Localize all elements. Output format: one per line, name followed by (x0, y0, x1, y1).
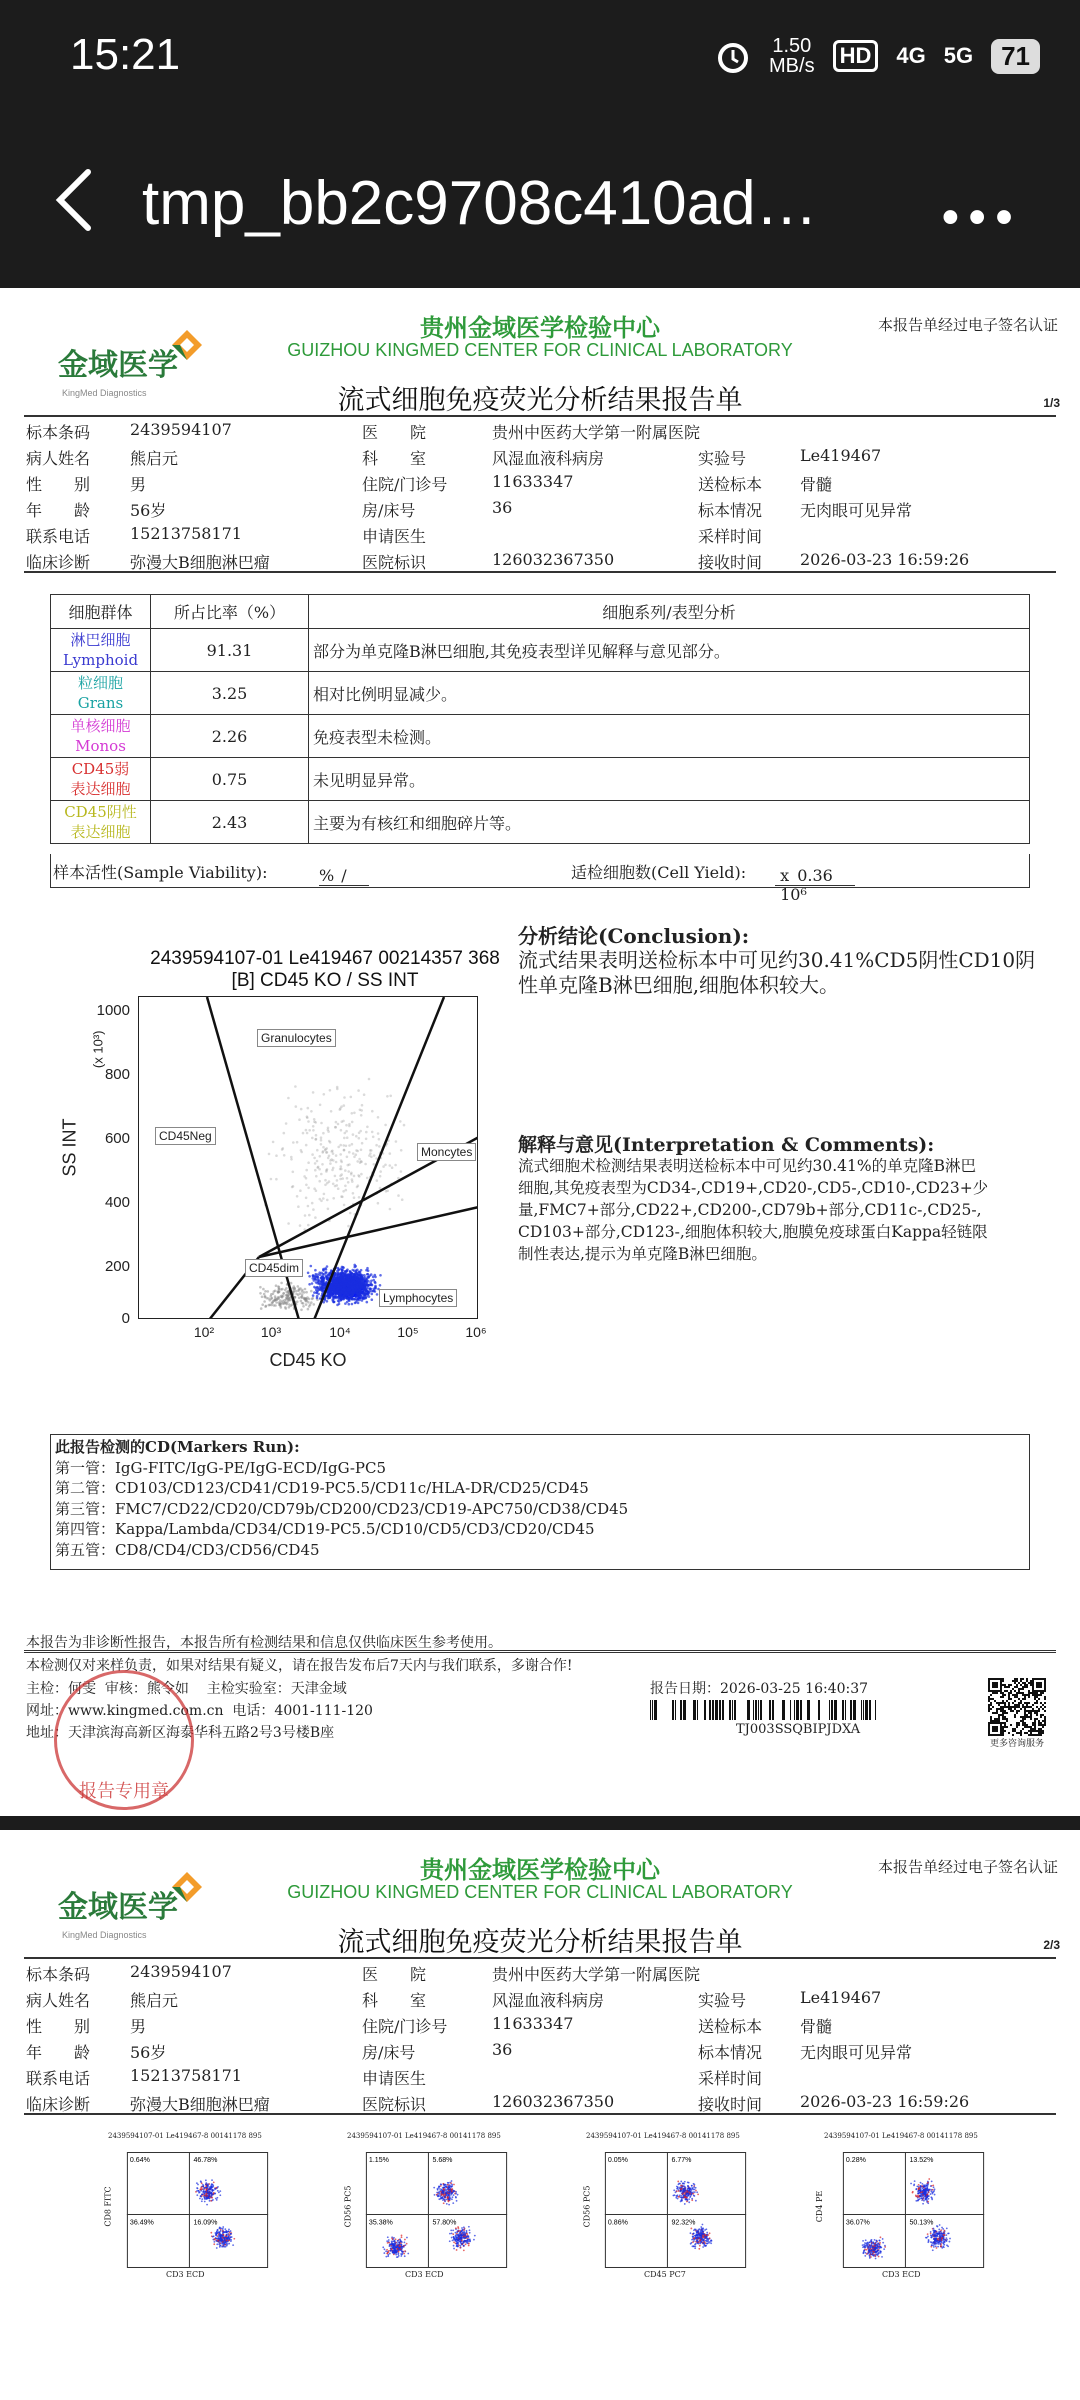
x-axis-label: CD45 KO (269, 1350, 347, 1370)
report-page-1 (0, 288, 1080, 1816)
conclusion-heading: 分析结论(Conclusion): (518, 924, 750, 948)
report-title: 流式细胞免疫荧光分析结果报告单 (337, 1927, 743, 1958)
status-bar (0, 0, 1080, 110)
info-row: 病人姓名 熊启元 科 室 风湿血液科病房 实验号 Le419467 (26, 1988, 882, 2010)
mini-x-axis-label: CD3 ECD (166, 2270, 205, 2279)
y-tick: 200 (104, 1258, 130, 1275)
hd-badge: HD (833, 40, 879, 72)
x-tick: 10² (193, 1324, 215, 1340)
mini-y-axis-label: CD56 PC5 (343, 2185, 353, 2228)
quadrant-label: 0.28% (845, 2157, 866, 2165)
signal-4g-icon: 4G (896, 43, 926, 68)
info-row: 病人姓名 熊启元 科 室 风湿血液科病房 实验号 Le419467 (26, 446, 882, 468)
info-row: 性 别 男 住院/门诊号 11633347 送检标本 骨髓 (26, 2014, 833, 2036)
alarm-icon (715, 38, 751, 74)
gate-label: Lymphocytes (379, 1289, 457, 1307)
official-stamp: 报告专用章 (54, 1670, 194, 1810)
quadrant-label: 0.05% (607, 2157, 628, 2165)
mini-plot-title: 2439594107-01 Le419467-8 00141178 895 (108, 2132, 262, 2140)
table-row: 淋巴细胞 Lymphoid 91.31 部分为单克隆B淋巴细胞,其免疫表型详见解释与意见部分。 (51, 629, 1030, 672)
x-tick: 10⁶ (465, 1324, 487, 1340)
signal-5g-icon: 5G (943, 43, 974, 68)
gate-label: Granulocytes (257, 1029, 336, 1047)
markers-box: 此报告检测的CD(Markers Run): 第一管：IgG-FITC/IgG-PE/IgG-ECD/IgG-PC5 第二管：CD103/CD123/CD41/CD19-PC5.5/CD11c/HLA-DR/CD25/CD45 第三管：FMC7/CD22/CD20/CD79b/CD200/CD23/CD19-APC750/CD38/CD45 第四管：Kappa/Lambda/CD34/CD19-PC5.5/CD10/CD5/CD3/CD20/CD45 第五管：CD8/CD4/CD3/CD56/CD45 (50, 1434, 1030, 1570)
quadrant-label: 6.77% (671, 2157, 692, 2165)
x-tick: 10⁵ (397, 1324, 419, 1340)
y-axis-label: SS INT (59, 1118, 80, 1177)
table-row: 粒细胞 Grans 3.25 相对比例明显减少。 (51, 672, 1030, 715)
org-name-en: GUIZHOU KINGMED CENTER FOR CLINICAL LABORATORY (287, 1882, 793, 1902)
mini-y-axis-label: CD4 PE (815, 2190, 825, 2223)
plot-subtitle: [B] CD45 KO / SS INT (231, 970, 419, 991)
patient-info (26, 1958, 1060, 2114)
y-tick: 400 (104, 1194, 130, 1211)
divider (24, 571, 1056, 573)
back-arrow-icon[interactable] (46, 160, 106, 240)
esign-note: 本报告单经过电子签名认证 (877, 316, 1058, 334)
quadrant-label: 1.15% (368, 2157, 389, 2165)
info-row: 联系电话 15213758171 申请医生 采样时间 (26, 2066, 763, 2088)
clock: 15:21 (70, 30, 181, 79)
info-row: 年 龄 56岁 房/床号 36 标本情况 无肉眼可见异常 (26, 2040, 913, 2062)
mini-scatter-plot (598, 2152, 753, 2268)
table-row: CD45弱 表达细胞 0.75 未见明显异常。 (51, 758, 1030, 801)
info-row: 性 别 男 住院/门诊号 11633347 送检标本 骨髓 (26, 472, 833, 494)
kingmed-logo: 金域医学 KingMed Diagnostics (58, 1870, 208, 1942)
quadrant-label: 16.09% (193, 2219, 218, 2227)
barcode-text: TJ003SSQBIPJDXA (736, 1722, 861, 1737)
interpretation-text: 流式细胞术检测结果表明送检标本中可见约30.41%的单克隆B淋巴 细胞,其免疫表型为CD34-,CD19+,CD20-,CD5-,CD10-,CD23+少 量,FMC7+部分,CD22+,CD200-,CD79b+部分,CD11c-,CD25-, CD103+部分,CD123-,细胞体积较大,胞膜免疫球蛋白Kappa轻链限 制性表达,提示为单克隆B淋巴细胞。 (518, 1157, 989, 1263)
quadrant-label: 36.07% (845, 2219, 870, 2227)
org-name-cn: 贵州金域医学检验中心 (420, 314, 660, 342)
quadrant-label: 92.32% (671, 2219, 696, 2227)
mini-x-axis-label: CD3 ECD (405, 2270, 444, 2279)
footer-note: 本检测仅对来样负责，如果对结果有疑义，请在报告发布后7天内与我们联系，多谢合作! (26, 1658, 573, 1674)
battery-icon: 71 (991, 39, 1040, 74)
report-date: 报告日期：2026-03-25 16:40:37 (650, 1681, 869, 1697)
scatter-plot (138, 996, 478, 1319)
quadrant-label: 0.64% (129, 2157, 150, 2165)
mini-y-axis-label: CD8 FITC (103, 2186, 113, 2227)
info-row: 临床诊断 弥漫大B细胞淋巴瘤 医院标识 126032367350 接收时间 2026-03-23 16:59:26 (26, 2092, 970, 2114)
page-number: 2/3 (1043, 1938, 1060, 1952)
org-name-en: GUIZHOU KINGMED CENTER FOR CLINICAL LABORATORY (287, 340, 793, 360)
table-row: 单核细胞 Monos 2.26 免疫表型未检测。 (51, 715, 1030, 758)
qr-caption: 更多咨询服务 (990, 1739, 1045, 1749)
mini-x-axis-label: CD3 ECD (882, 2270, 921, 2279)
mini-y-axis-label: CD56 PC5 (582, 2185, 592, 2228)
patient-info (26, 416, 1060, 572)
quadrant-label: 13.52% (909, 2157, 934, 2165)
contact-line: 网址：www.kingmed.com.cn 电话：4001-111-120 (26, 1703, 373, 1719)
title-bar (0, 110, 1080, 288)
mini-scatter-plot (120, 2152, 275, 2268)
quadrant-label: 50.13% (909, 2219, 934, 2227)
barcode (648, 1700, 880, 1720)
y-tick: 600 (104, 1130, 130, 1147)
divider (24, 1650, 1056, 1653)
quadrant-label: 0.86% (607, 2219, 628, 2227)
x-tick: 10³ (260, 1324, 282, 1340)
quadrant-label: 36.49% (129, 2219, 154, 2227)
more-options-icon[interactable]: ••• (942, 191, 1023, 244)
info-row: 年 龄 56岁 房/床号 36 标本情况 无肉眼可见异常 (26, 498, 913, 520)
x-tick: 10⁴ (329, 1324, 351, 1340)
report-title: 流式细胞免疫荧光分析结果报告单 (337, 385, 743, 416)
quadrant-label: 35.38% (368, 2219, 393, 2227)
quadrant-label: 5.68% (432, 2157, 453, 2165)
divider (24, 2113, 1056, 2115)
address-line: 地址：天津滨海高新区海泰华科五路2号3号楼B座 (26, 1725, 335, 1741)
table-row: CD45阴性 表达细胞 2.43 主要为有核红和细胞碎片等。 (51, 801, 1030, 844)
info-row: 临床诊断 弥漫大B细胞淋巴瘤 医院标识 126032367350 接收时间 2026-03-23 16:59:26 (26, 550, 970, 572)
column-header: 所占比率（%） (151, 595, 309, 629)
org-name-cn: 贵州金域医学检验中心 (420, 1856, 660, 1884)
cell-population-table (50, 594, 1030, 844)
column-header: 细胞系列/表型分析 (309, 595, 1030, 629)
status-icons (715, 36, 1040, 76)
esign-note: 本报告单经过电子签名认证 (877, 1858, 1058, 1876)
info-row: 标本条码 2439594107 医 院 贵州中医药大学第一附属医院 (26, 420, 701, 442)
column-header: 细胞群体 (51, 595, 151, 629)
y-tick: 0 (121, 1310, 130, 1327)
info-row: 联系电话 15213758171 申请医生 采样时间 (26, 524, 763, 546)
gate-label: CD45dim (245, 1259, 303, 1277)
gate-label: Moncytes (417, 1143, 476, 1161)
net-speed: 1.50 MB/s (769, 35, 815, 77)
mini-plot-title: 2439594107-01 Le419467-8 00141178 895 (824, 2132, 978, 2140)
y-tick: 1000 (96, 1002, 130, 1019)
signatures: 主检：何雯 审核：熊令如 主检实验室：天津金域 (26, 1681, 347, 1697)
gate-label: CD45Neg (155, 1127, 216, 1145)
quadrant-label: 46.78% (193, 2157, 218, 2165)
mini-scatter-plot (359, 2152, 514, 2268)
mini-plot-title: 2439594107-01 Le419467-8 00141178 895 (586, 2132, 740, 2140)
info-row: 标本条码 2439594107 医 院 贵州中医药大学第一附属医院 (26, 1962, 701, 1984)
report-page-2 (0, 1830, 1080, 2400)
y-tick: 800 (104, 1066, 130, 1083)
mini-x-axis-label: CD45 PC7 (644, 2270, 686, 2279)
page-number: 1/3 (1043, 396, 1060, 410)
viability-row: 样本活性(Sample Viability): / % 适检细胞数(Cell Yield): 0.36 x 10⁶ (50, 854, 1030, 888)
plot-title: 2439594107-01 Le419467 00214357 368 (150, 948, 500, 969)
interpretation-heading: 解释与意见(Interpretation & Comments): (518, 1134, 935, 1156)
footer-note: 本报告为非诊断性报告，本报告所有检测结果和信息仅供临床医生参考使用。 (26, 1635, 502, 1651)
file-title: tmp_bb2c9708c410ad… (142, 169, 818, 238)
qr-code (988, 1678, 1046, 1736)
mini-scatter-plot (836, 2152, 991, 2268)
mini-plot-title: 2439594107-01 Le419467-8 00141178 895 (347, 2132, 501, 2140)
y-unit: (x 10³) (90, 1030, 106, 1069)
kingmed-logo: 金域医学 KingMed Diagnostics (58, 328, 208, 400)
quadrant-label: 57.80% (432, 2219, 457, 2227)
conclusion-text: 流式结果表明送检标本中可见约30.41%CD5阴性CD10阴 性单克隆B淋巴细胞,细胞体积较大。 (518, 948, 1036, 997)
